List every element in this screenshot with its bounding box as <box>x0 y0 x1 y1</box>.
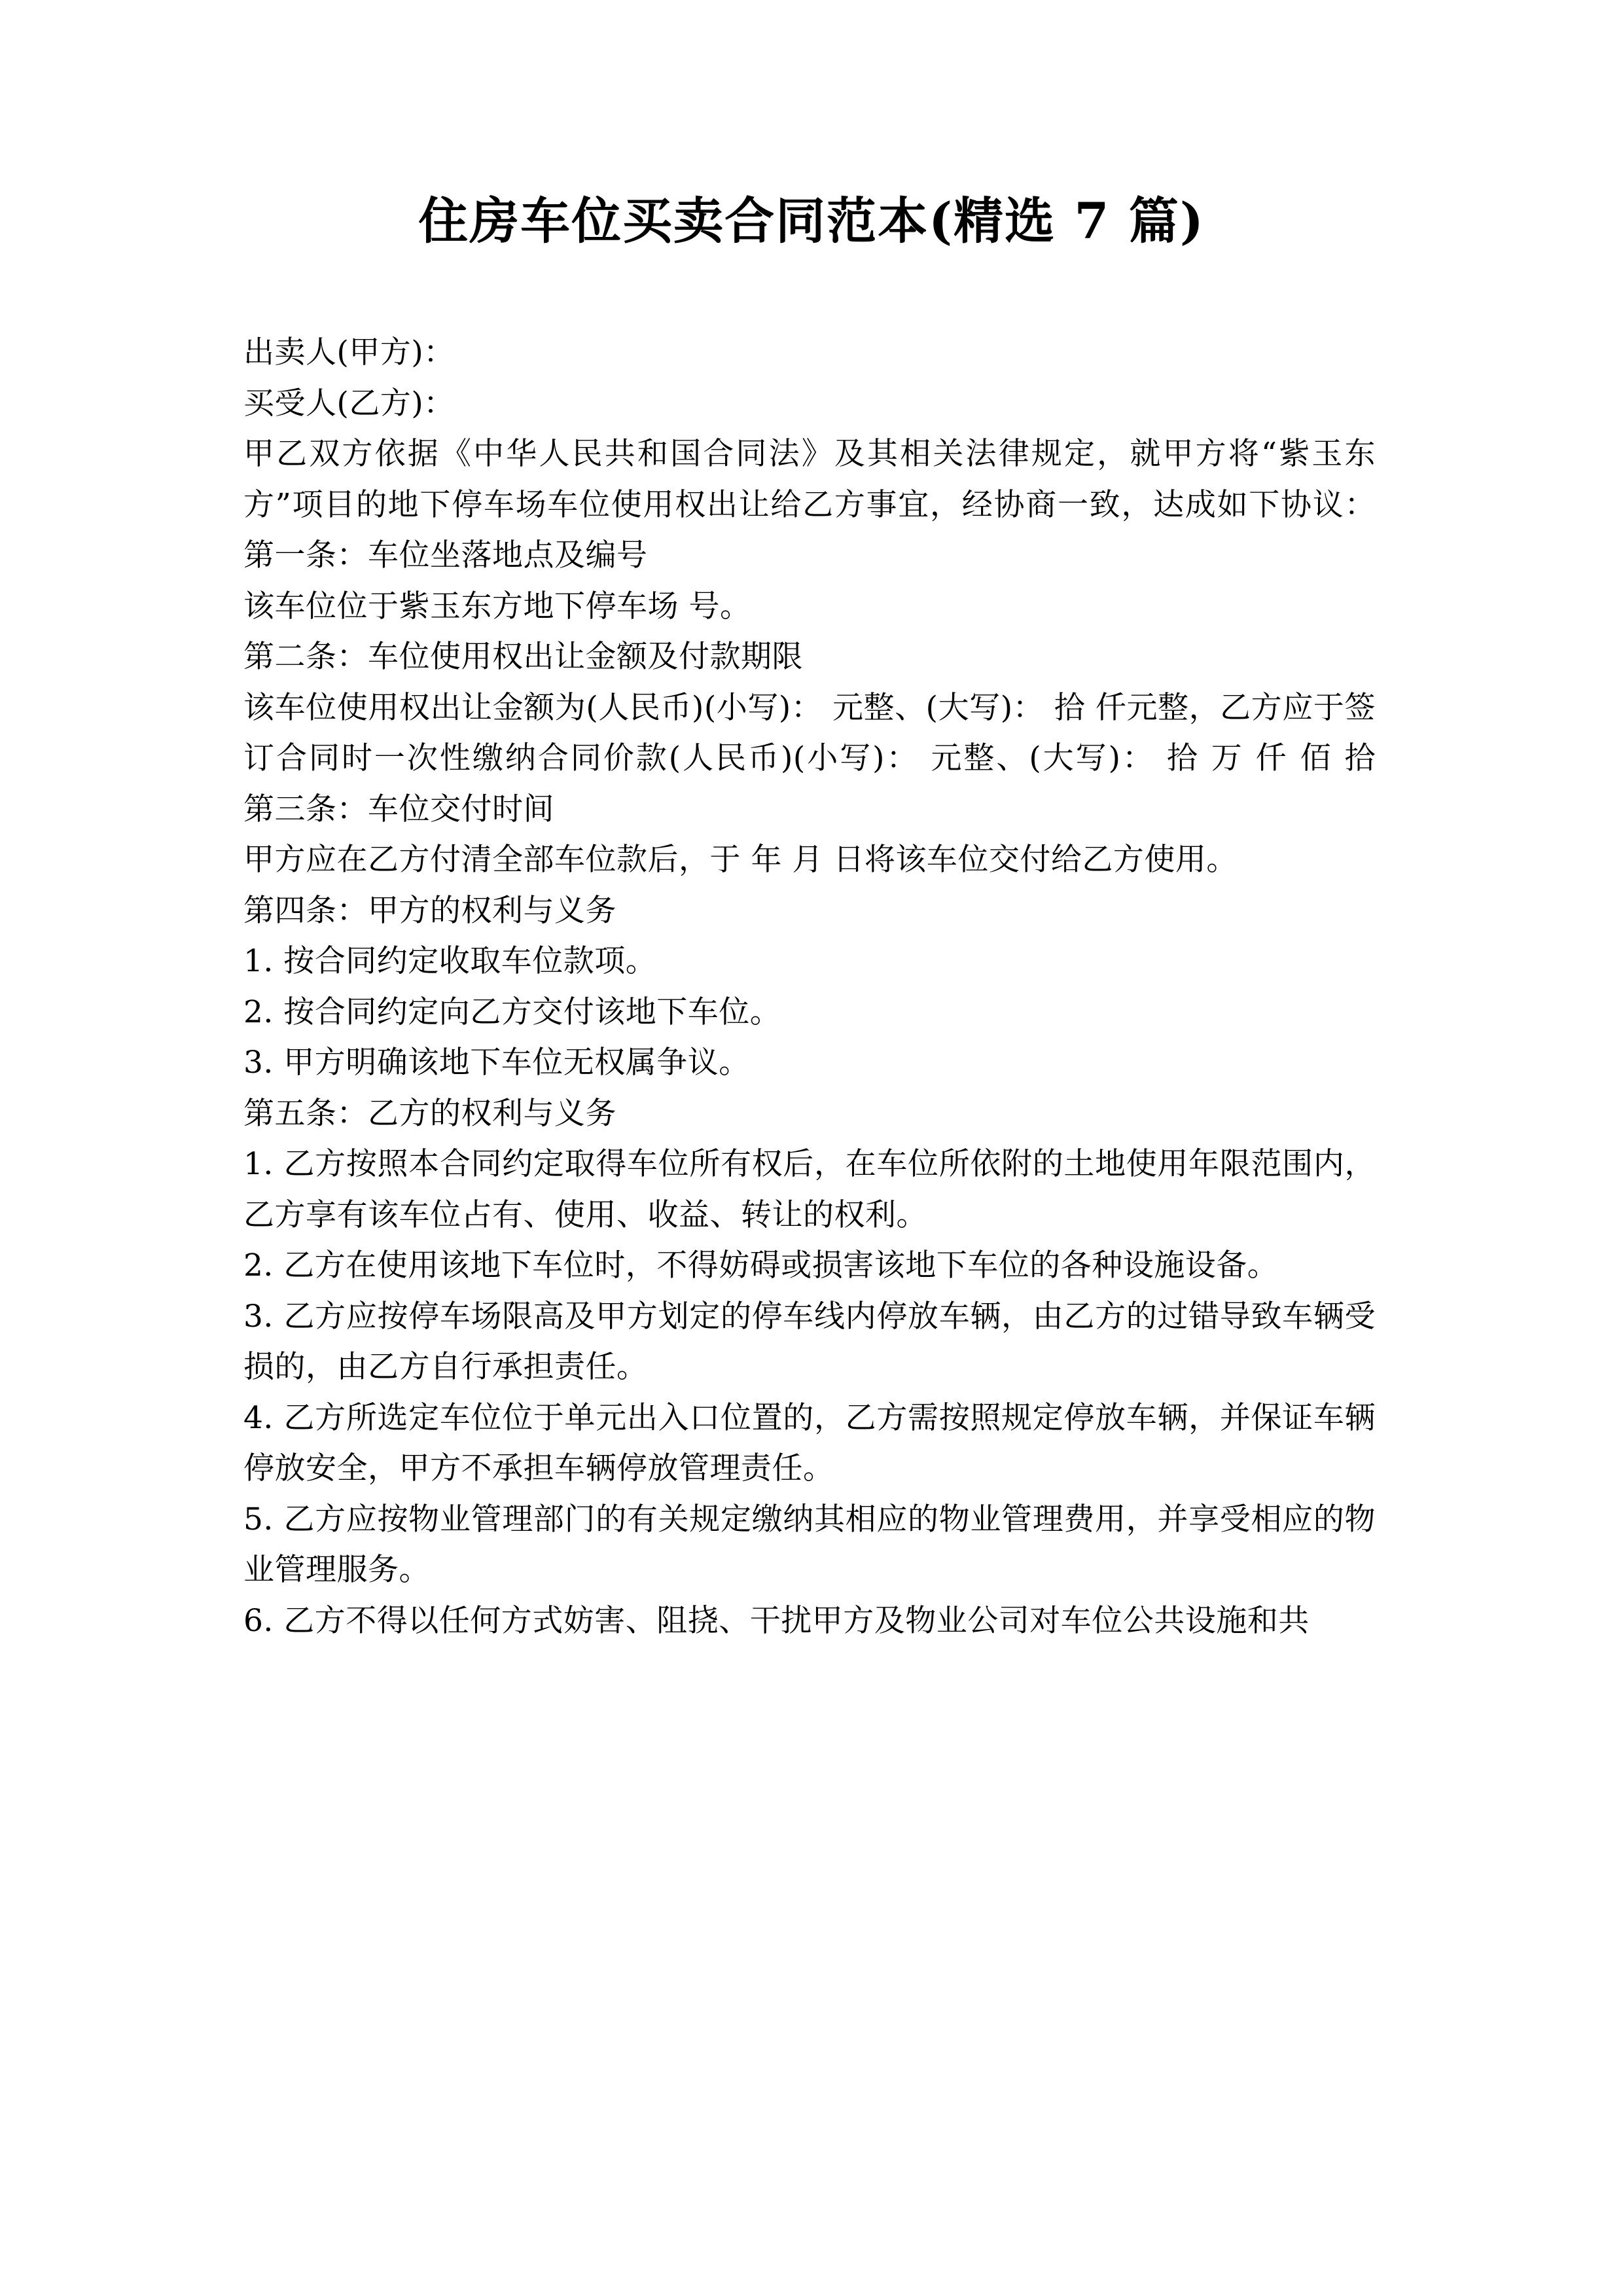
paragraph-seller: 出卖人(甲方)： <box>243 334 455 370</box>
heading-article-1: 第一条：车位坐落地点及编号 <box>243 537 648 573</box>
list-item-article-5-3: 3. 乙方应按停车场限高及甲方划定的停车线内停放车辆，由乙方的过错导致车辆受损的，由乙方自行承担责任。 <box>243 1298 1376 1385</box>
heading-article-2: 第二条：车位使用权出让金额及付款期限 <box>243 639 803 675</box>
page-title: 住房车位买卖合同范本(精选 7 篇) <box>418 192 1205 250</box>
heading-article-5: 第五条：乙方的权利与义务 <box>243 1095 616 1132</box>
list-item-article-4-2: 2. 按合同约定向乙方交付该地下车位。 <box>243 994 781 1030</box>
paragraph-article-3-body: 甲方应在乙方付清全部车位款后，于 年 月 日将该车位交付给乙方使用。 <box>243 842 1238 878</box>
list-item-article-5-2: 2. 乙方在使用该地下车位时，不得妨碍或损害该地下车位的各种设施设备。 <box>243 1247 1279 1283</box>
list-item-article-4-1: 1. 按合同约定收取车位款项。 <box>243 943 657 979</box>
list-item-article-5-6: 6. 乙方不得以任何方式妨害、阻挠、干扰甲方及物业公司对车位公共设施和共 <box>243 1602 1310 1639</box>
paragraph-article-1-body: 该车位位于紫玉东方地下停车场 号。 <box>243 588 751 624</box>
list-item-article-4-3: 3. 甲方明确该地下车位无权属争议。 <box>243 1045 750 1081</box>
list-item-article-5-4: 4. 乙方所选定车位位于单元出入口位置的，乙方需按照规定停放车辆，并保证车辆停放安全，甲方不承担车辆停放管理责任。 <box>243 1399 1376 1486</box>
heading-article-3: 第三条：车位交付时间 <box>243 791 554 827</box>
document-body <box>243 327 1376 1646</box>
paragraph-buyer: 买受人(乙方)： <box>243 385 455 422</box>
heading-article-4: 第四条：甲方的权利与义务 <box>243 892 616 929</box>
list-item-article-5-5: 5. 乙方应按物业管理部门的有关规定缴纳其相应的物业管理费用，并享受相应的物业管理服务。 <box>243 1501 1376 1588</box>
list-item-article-5-1: 1. 乙方按照本合同约定取得车位所有权后，在车位所依附的土地使用年限范围内，乙方享有该车位占有、使用、收益、转让的权利。 <box>243 1146 1376 1233</box>
paragraph-preamble: 甲乙双方依据《中华人民共和国合同法》及其相关法律规定，就甲方将“紫玉东方”项目的地下停车场车位使用权出让给乙方事宜，经协商一致，达成如下协议： <box>243 436 1376 523</box>
paragraph-article-2-body: 该车位使用权出让金额为(人民币)(小写)： 元整、(大写)： 拾 仟元整，乙方应于签订合同时一次性缴纳合同价款(人民币)(小写)： 元整、(大写)： 拾 万 仟 佰 拾 <box>243 689 1376 776</box>
